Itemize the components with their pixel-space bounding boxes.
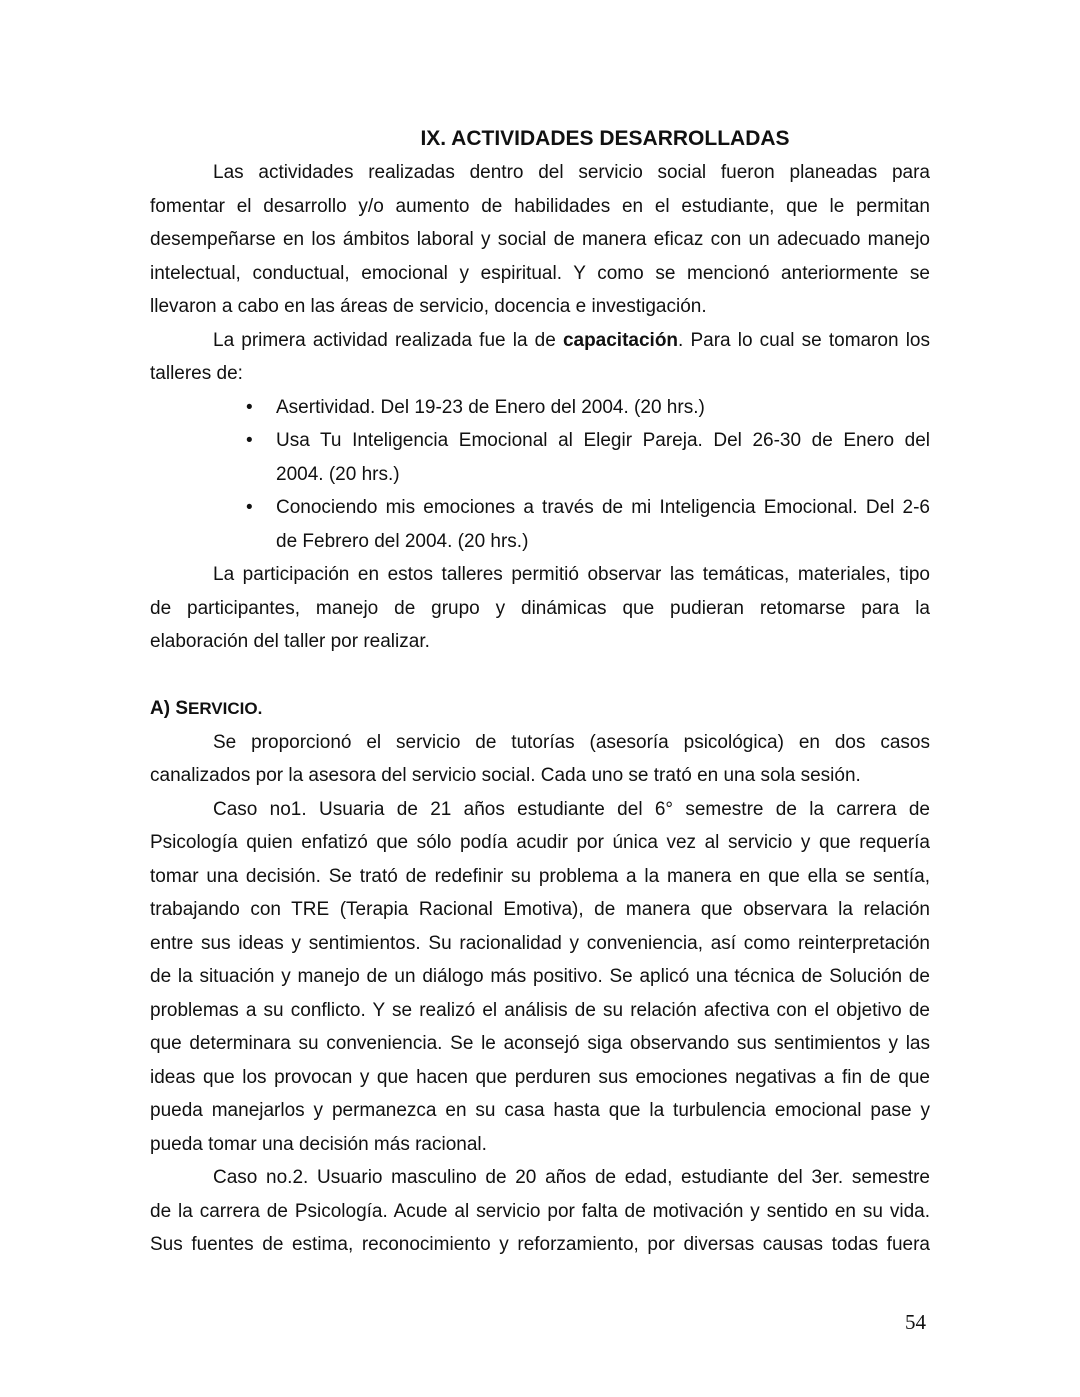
text-line [150,458,930,492]
text-line [150,1195,930,1229]
section-heading-rest: ERVICIO. [188,699,263,718]
text-segment: 2004. (20 hrs.) [276,463,400,485]
text-segment: que determinara su conveniencia. Se le aconsejó siga observando sus sentimientos y las [150,1033,930,1054]
text-line [150,826,930,860]
text-line [150,491,930,525]
text-line [150,793,930,827]
text-line [150,1027,930,1061]
text-line [150,391,930,425]
section-heading [150,692,930,726]
text-segment: pueda tomar una decisión más racional. [150,1133,487,1155]
paragraph [150,324,930,391]
text-line [150,257,930,291]
text-segment: fomentar el desarrollo y/o aumento de habilidades en el estudiante, que le permitan [150,195,930,217]
text-line [150,592,930,626]
text-line [150,625,930,659]
text-line [150,960,930,994]
text-line [150,893,930,927]
text-segment: de participantes, manejo de grupo y dinámicas que pudieran retomarse para la [150,597,930,619]
text-segment: entre sus ideas y sentimientos. Su racionalidad y conveniencia, así como reinterpretación [150,932,930,954]
text-line [150,324,930,358]
text-segment: Sus fuentes de estima, reconocimiento y reforzamiento, por diversas causas todas fuera [150,1234,930,1255]
paragraph [150,156,930,324]
paragraph [150,726,930,793]
text-line [150,223,930,257]
page-title: IX. ACTIVIDADES DESARROLLADAS [420,127,790,150]
text-line [150,1228,930,1262]
text-line [150,1061,930,1095]
text-segment: trabajando con TRE (Terapia Racional Emotiva), de manera que observara la relación [150,899,930,920]
text-line [150,726,930,760]
bullet-item [150,391,930,425]
text-segment: tomar una decisión. Se trató de redefinir su problema a la manera en que ella se sentía, [150,865,930,887]
text-line [150,759,930,793]
text-segment: Usa Tu Inteligencia Emocional al Elegir Pareja. Del 26-30 de Enero del [276,430,930,451]
text-line [150,357,930,391]
text-segment: Conociendo mis emociones a través de mi Inteligencia Emocional. Del 2-6 [276,497,930,518]
text-segment: Se proporcionó el servicio de tutorías (asesoría psicológica) en dos casos [213,731,930,753]
bullet-icon: • [246,396,253,418]
text-segment: problemas a su conflicto. Y se realizó el análisis de su relación afectiva con el objetivo de [150,999,930,1021]
section-heading-prefix: A) S [150,698,188,719]
page-number: 54 [905,1310,926,1334]
bullet-item [150,424,930,491]
text-segment: llevaron a cabo en las áreas de servicio, docencia e investigación. [150,296,707,317]
text-segment: Caso no1. Usuaria de 21 años estudiante del 6° semestre de la carrera de [213,798,930,820]
text-segment: La participación en estos talleres permitió observar las temáticas, materiales, tipo [213,564,930,585]
bold-term: capacitación [562,329,679,351]
text-segment: elaboración del taller por realizar. [150,631,430,652]
text-segment: Caso no.2. Usuario masculino de 20 años de edad, estudiante del 3er. semestre [213,1167,930,1188]
text-segment: intelectual, conductual, emocional y espiritual. Y como se mencionó anteriormente se [150,262,930,284]
text-segment: ideas que los provocan y que hacen que perduren sus emociones negativas a fin de que [150,1066,930,1088]
text-line [150,525,930,559]
text-segment: de la situación y manejo de un diálogo más positivo. Se aplicó una técnica de Solución de [150,966,930,987]
text-line [150,1128,930,1162]
text-segment: desempeñarse en los ámbitos laboral y social de manera eficaz con un adecuado manejo [150,229,930,250]
text-line [150,424,930,458]
document-body [150,122,930,1262]
paragraph [150,793,930,1162]
bullet-icon: • [246,430,253,451]
paragraph [150,558,930,659]
text-line [150,290,930,324]
text-segment: pueda manejarlos y permanezca en su casa hasta que la turbulencia emocional pase y [150,1100,930,1121]
text-line [150,1161,930,1195]
text-segment: . Para lo cual se tomaron los [678,329,930,351]
text-segment: Las actividades realizadas dentro del servicio social fueron planeadas para [213,162,930,183]
text-line [150,860,930,894]
text-segment: de Febrero del 2004. (20 hrs.) [276,530,529,552]
text-segment: canalizados por la asesora del servicio social. Cada uno se trató en una sola sesión. [150,765,861,786]
text-segment: Psicología quien enfatizó que sólo podía acudir por única vez al servicio y que requería [150,832,930,853]
bullet-item [150,491,930,558]
text-segment: Asertividad. Del 19-23 de Enero del 2004. (20 hrs.) [276,396,705,418]
bullet-icon: • [246,497,253,518]
spacer [150,659,930,693]
text-line [150,994,930,1028]
text-line [150,558,930,592]
text-segment: talleres de: [150,363,243,384]
text-line [150,927,930,961]
paragraph [150,1161,930,1262]
text-segment: de la carrera de Psicología. Acude al servicio por falta de motivación y sentido en su vida. [150,1200,930,1222]
text-line [150,1094,930,1128]
text-segment: La primera actividad realizada fue la de [213,329,563,351]
text-line [150,190,930,224]
text-line [150,156,930,190]
